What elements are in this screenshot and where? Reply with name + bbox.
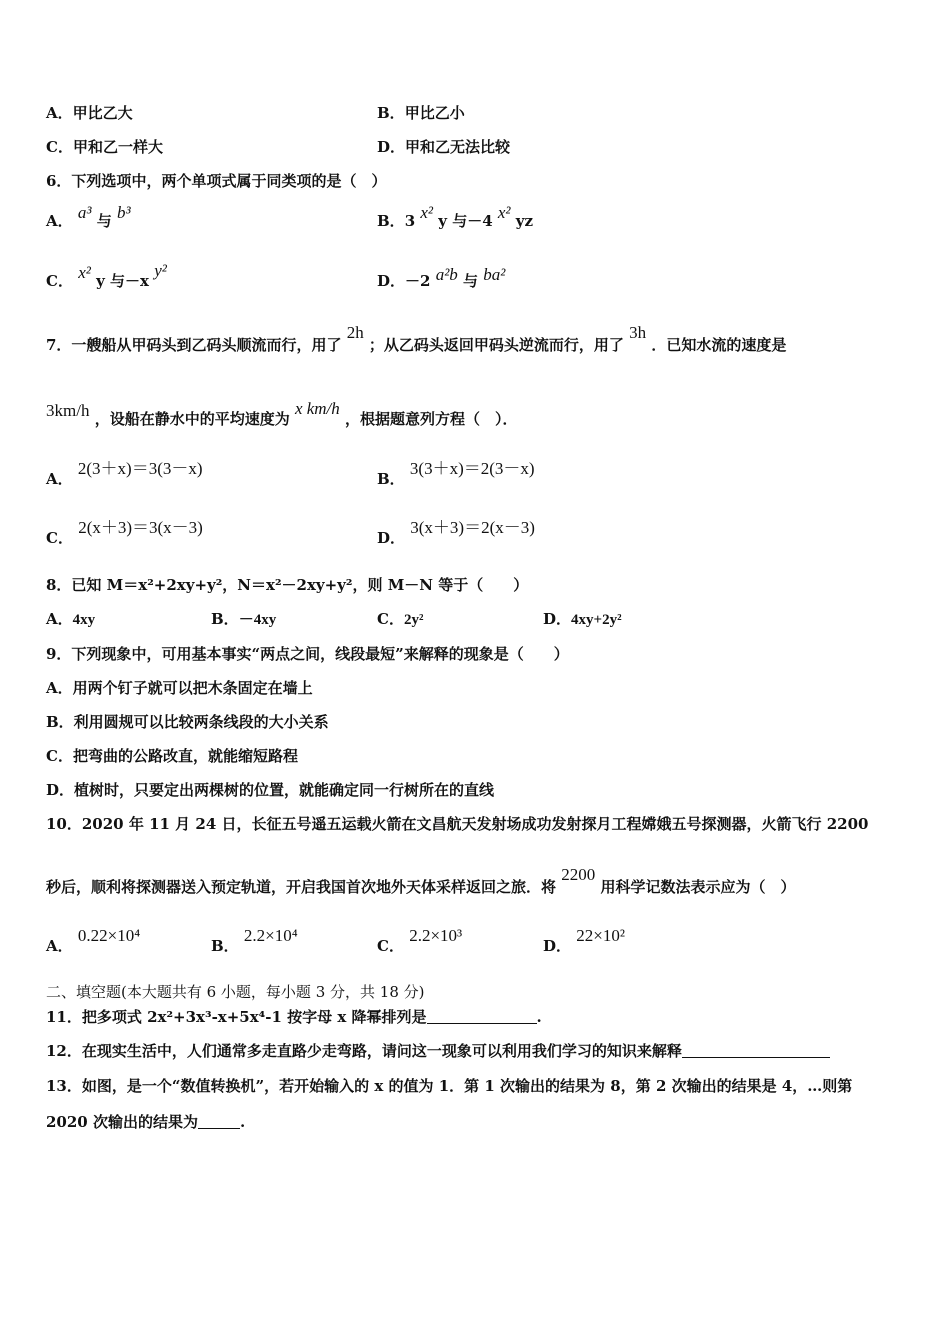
q9-stem: 9．下列现象中，可用基本事实“两点之间，线段最短”来解释的现象是（ ）	[46, 645, 569, 663]
q7-option-a: A． 2(3＋x)＝3(3－x)	[46, 459, 203, 488]
q13-answer-blank[interactable]	[198, 1114, 240, 1129]
q9-option-c: C．把弯曲的公路改直，就能缩短路程	[46, 747, 298, 765]
q7-option-c: C． 2(x＋3)＝3(x－3)	[46, 518, 203, 547]
q13-line2: 2020 次输出的结果为 .	[46, 1113, 246, 1131]
section2-title: 二、填空题(本大题共有 6 小题，每小题 3 分，共 18 分)	[46, 983, 425, 1001]
q13-line1: 13．如图，是一个“数值转换机”，若开始输入的 x 的值为 1．第 1 次输出的结果为 8，第 2 次输出的结果是 4，…则第	[46, 1077, 853, 1095]
q5-option-c: C．甲和乙一样大	[46, 138, 163, 156]
q7-stem-line2: 3km/h ，设船在静水中的平均速度为 x km/h ，根据题意列方程（ ）．	[46, 399, 518, 428]
q8-option-d: D．4xy+2y²	[543, 610, 622, 628]
q10-option-b: B． 2.2×10⁴	[211, 926, 298, 955]
q6-option-c: C． x² y 与－x y²	[46, 261, 167, 290]
q8-option-c: C．2y²	[377, 610, 424, 628]
q6-option-a: A． a³ 与 b³	[46, 203, 131, 230]
q9-option-b: B．利用圆规可以比较两条线段的大小关系	[46, 713, 329, 731]
q10-option-a: A． 0.22×10⁴	[46, 926, 141, 955]
q5-option-a: A．甲比乙大	[46, 104, 133, 122]
q12: 12．在现实生活中，人们通常多走直路少走弯路，请问这一现象可以利用我们学习的知识来解释	[46, 1042, 830, 1060]
q10-stem-line2: 秒后，顺利将探测器送入预定轨道，开启我国首次地外天体采样返回之旅．将 2200 用科学记数法表示应为（ ）	[46, 865, 796, 896]
q10-stem-line1: 10．2020 年 11 月 24 日，长征五号遥五运载火箭在文昌航天发射场成功发射探月工程嫦娥五号探测器，火箭飞行 2200	[46, 815, 869, 833]
q8-option-b: B．－4xy	[211, 610, 277, 628]
q9-option-d: D．植树时，只要定出两棵树的位置，就能确定同一行树所在的直线	[46, 781, 495, 799]
q7-option-b: B． 3(3＋x)＝2(3－x)	[377, 459, 535, 488]
q12-answer-blank[interactable]	[682, 1043, 830, 1058]
q5-option-b: B．甲比乙小	[377, 104, 465, 122]
q6-option-d: D．－2 a²b 与 ba²	[377, 265, 506, 290]
q9-option-a: A．用两个钉子就可以把木条固定在墙上	[46, 679, 313, 697]
q11-answer-blank[interactable]	[427, 1009, 537, 1024]
q6-stem: 6．下列选项中，两个单项式属于同类项的是（ ）	[46, 172, 387, 190]
q7-stem-line1: 7．一艘船从甲码头到乙码头顺流而行，用了 2h ；从乙码头返回甲码头逆流而行，用了 3h ．已知水流的速度是	[46, 323, 787, 354]
q8-stem: 8．已知 M＝x²+2xy+y²，N＝x²－2xy+y²，则 M－N 等于（ ）	[46, 576, 529, 594]
q5-option-d: D．甲和乙无法比较	[377, 138, 511, 156]
q7-option-d: D． 3(x＋3)＝2(x－3)	[377, 518, 535, 547]
q10-option-c: C． 2.2×10³	[377, 926, 463, 955]
q8-option-a: A．4xy	[46, 610, 96, 628]
q6-option-b: B．3 x² y 与－4 x² yz	[377, 203, 533, 230]
q10-option-d: D． 22×10²	[543, 926, 625, 955]
q11: 11．把多项式 2x²+3x³-x+5x⁴-1 按字母 x 降幂排列是 .	[46, 1008, 542, 1026]
